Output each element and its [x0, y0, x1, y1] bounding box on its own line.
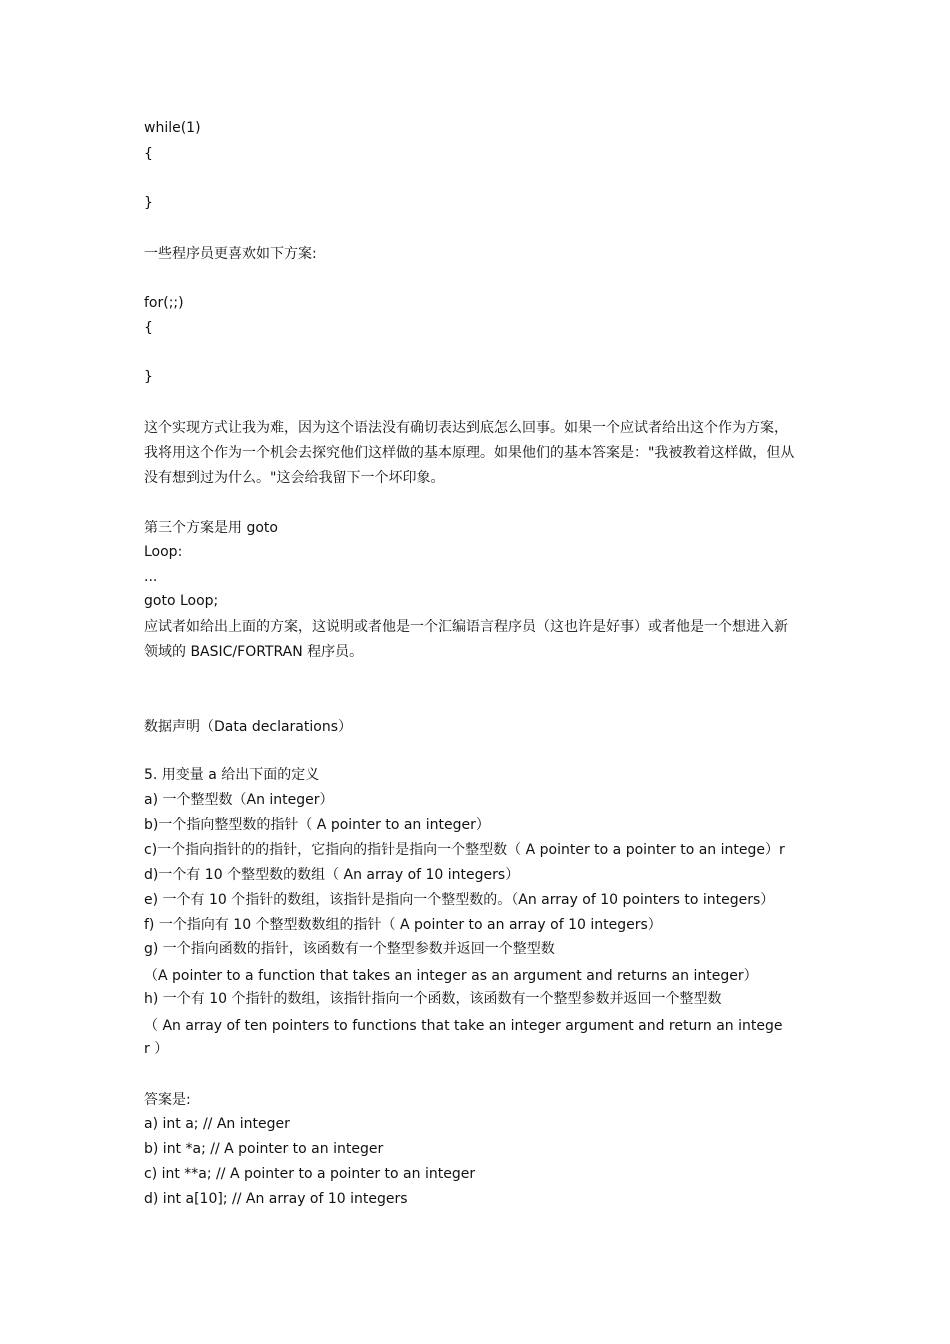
question-title: 5. 用变量 a 给出下面的定义 — [144, 767, 320, 783]
paragraph-line: 这个实现方式让我为难，因为这个语法没有确切表达到底怎么回事。如果一个应试者给出这个作为方案， — [144, 420, 788, 436]
code-line: Loop: — [144, 544, 183, 560]
section-heading: 数据声明（Data declarations） — [144, 719, 352, 735]
list-item: a) 一个整型数（An integer） — [144, 792, 334, 808]
list-item: e) 一个有 10 个指针的数组，该指针是指向一个整型数的。（An array of 10 pointers to integers） — [144, 892, 775, 908]
answer-line: b) int *a; // A pointer to an integer — [144, 1141, 384, 1157]
list-item: （ An array of ten pointers to functions that take an integer argument and return an intege — [144, 1018, 783, 1034]
list-item: c)一个指向指针的的指针，它指向的指针是指向一个整型数（ A pointer to a pointer to an intege）r — [144, 842, 785, 858]
list-item: b)一个指向整型数的指针（ A pointer to an integer） — [144, 817, 490, 833]
code-line: goto Loop; — [144, 593, 219, 609]
list-item: g) 一个指向函数的指针，该函数有一个整型参数并返回一个整型数 — [144, 941, 555, 957]
paragraph-line: 应试者如给出上面的方案，这说明或者他是一个汇编语言程序员（这也许是好事）或者他是一个想进入新 — [144, 619, 788, 635]
code-line: { — [144, 320, 153, 336]
list-item: f) 一个指向有 10 个整型数数组的指针（ A pointer to an array of 10 integers） — [144, 917, 662, 933]
code-line: while(1) — [144, 120, 201, 136]
list-item: r ） — [144, 1041, 169, 1057]
code-line: } — [144, 369, 153, 385]
list-item: d)一个有 10 个整型数的数组（ An array of 10 integers） — [144, 867, 520, 883]
code-line: { — [144, 146, 153, 162]
list-item: （A pointer to a function that takes an integer as an argument and returns an integer） — [144, 968, 758, 984]
answer-line: a) int a; // An integer — [144, 1116, 290, 1132]
code-line: } — [144, 195, 153, 211]
paragraph-line: 领域的 BASIC/FORTRAN 程序员。 — [144, 644, 364, 660]
answer-line: c) int **a; // A pointer to a pointer to an integer — [144, 1166, 476, 1182]
code-line: for(;;) — [144, 295, 184, 311]
paragraph-line: 第三个方案是用 goto — [144, 520, 278, 536]
paragraph-line: 我将用这个作为一个机会去探究他们这样做的基本原理。如果他们的基本答案是："我被教着这样做，但从 — [144, 445, 795, 461]
paragraph-line: 一些程序员更喜欢如下方案: — [144, 246, 317, 262]
code-line: ... — [144, 569, 158, 585]
list-item: h) 一个有 10 个指针的数组，该指针指向一个函数，该函数有一个整型参数并返回一个整型数 — [144, 991, 722, 1007]
answer-line: d) int a[10]; // An array of 10 integers — [144, 1191, 408, 1207]
paragraph-line: 没有想到过为什么。"这会给我留下一个坏印象。 — [144, 470, 445, 486]
answer-heading: 答案是: — [144, 1092, 191, 1108]
